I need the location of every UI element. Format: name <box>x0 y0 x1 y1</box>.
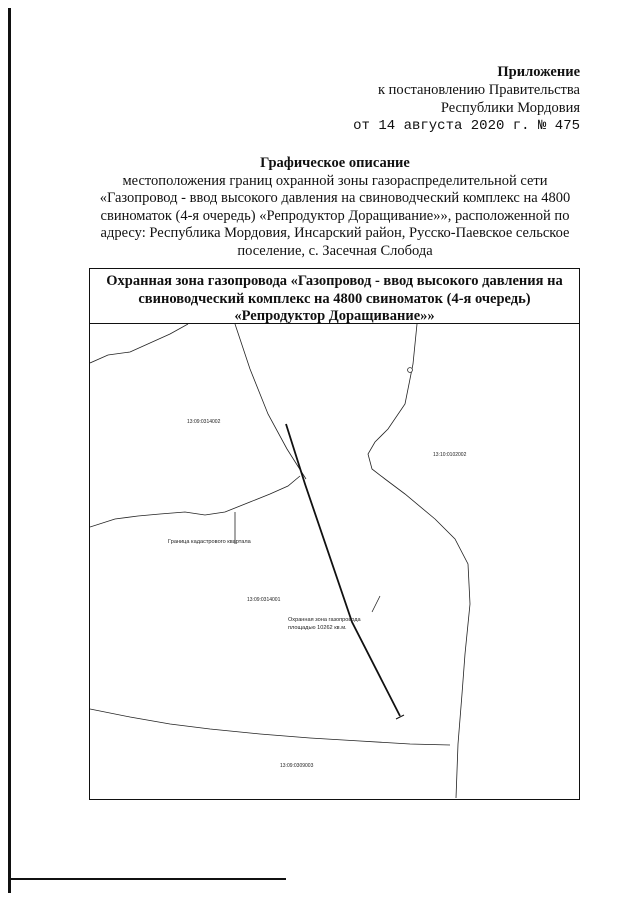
parcel-label-north-west: 13:09:0314002 <box>187 419 221 425</box>
heading-line: адресу: Республика Мордовия, Инсарский район, Русско-Паевское сельское <box>100 225 570 241</box>
survey-marker <box>408 368 413 373</box>
quarter-border-northwest <box>90 324 188 363</box>
map-title-line: свиноводческий комплекс на 4800 свиноматок (4-я очередь) <box>138 290 531 307</box>
zone-label-leader <box>372 596 380 612</box>
heading-line: местоположения границ охранной зоны газораспределительной сети <box>122 172 548 189</box>
appendix-line-1: к постановлению Правительства <box>378 82 580 98</box>
parcel-label-north-east: 13:10:0102002 <box>433 452 467 458</box>
map-title <box>90 269 579 324</box>
parcel-label-center: 13:09:0314001 <box>247 597 281 603</box>
quarter-border-label: Граница кадастрового квартала <box>168 539 251 545</box>
map-frame <box>89 268 580 800</box>
southern-parcel-border <box>90 709 450 745</box>
scan-edge-bar <box>8 8 11 893</box>
appendix-block <box>340 63 580 135</box>
document-heading <box>90 155 580 260</box>
heading-line: свиноматок (4-я очередь) «Репродуктор Доращивание»», расположенной по <box>100 207 570 224</box>
zone-label-line-2: площадью 10262 кв.м. <box>288 625 347 631</box>
quarter-border-east <box>368 324 470 798</box>
cadastral-map <box>90 324 578 798</box>
map-title-line: Охранная зона газопровода «Газопровод - ввод высокого давления на <box>106 273 563 289</box>
appendix-line-2: Республики Мордовия <box>440 100 580 116</box>
appendix-date: от 14 августа 2020 г. № 475 <box>353 118 580 134</box>
zone-label-line-1: Охранная зона газопровода <box>288 617 361 623</box>
parcel-label-south: 13:09:0309003 <box>280 763 314 769</box>
heading-line: поселение, с. Засечная Слобода <box>237 242 433 259</box>
cadastral-map-drawing <box>90 324 578 798</box>
map-title-line: «Репродуктор Доращивание»» <box>234 308 435 324</box>
heading-line: «Газопровод - ввод высокого давления на свиноводческий комплекс на 4800 <box>99 190 571 206</box>
heading-title: Графическое описание <box>260 155 410 171</box>
gas-pipeline-line <box>286 424 400 716</box>
appendix-title: Приложение <box>497 64 580 80</box>
bottom-rule <box>8 878 286 880</box>
quarter-border-middle <box>90 476 300 527</box>
